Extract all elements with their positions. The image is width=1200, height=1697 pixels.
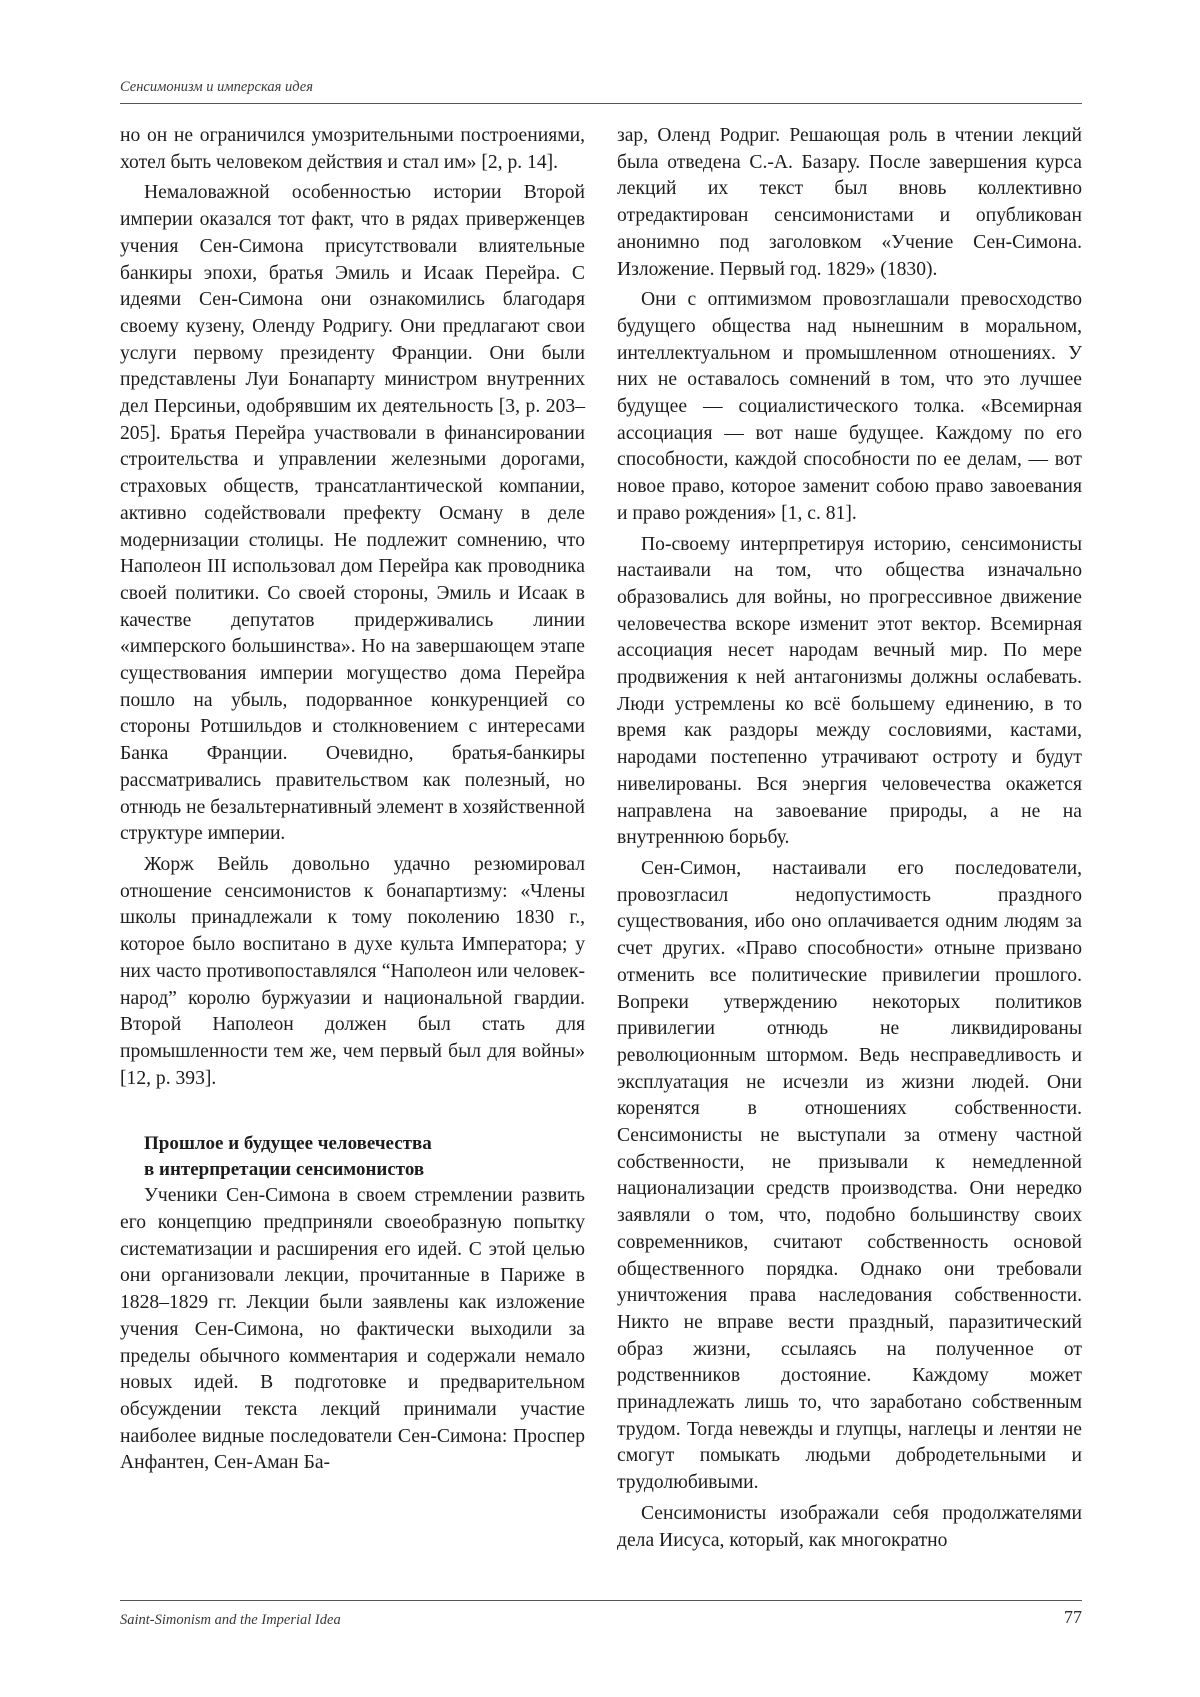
paragraph: Немаловажной особенностью истории Второй империи оказался тот факт, что в рядах приверженцев учения Сен-Симона присутствовали влиятельные банкиры эпохи, братья Эмиль и Исаак Перейра. С идеями Сен-Симона они ознакомились благодаря своему кузену, Оленду Родригу. Они предлагают свои услуги первому президенту Франции. Они были представлены Луи Бонапарту министром внутренних дел Персиньи, одобрявшим их деятельность [3, p. 203–205]. Братья Перейра участвовали в финансировании строительства и управлении железными дорогами, страховых обществ, трансатлантической компании, активно содействовали префекту Осману в деле модернизации столицы. Не подлежит сомнению, что Наполеон III использовал дом Перейра как проводника своей политики. Со своей стороны, Эмиль и Исаак в качестве депутатов придерживались линии «имперского большинства». Но на завершающем этапе существования империи могущество дома Перейра пошло на убыль, подорванное конкуренцией со стороны Ротшильдов и столкновением с интересами Банка Франции. Очевидно, братья-банкиры рассматривались правительством как полезный, но отнюдь не безальтернативный элемент в хозяйственной структуре империи. (120, 182, 585, 845)
running-footer-title: Saint-Simonism and the Imperial Idea (120, 1612, 341, 1628)
paragraph: зар, Оленд Родриг. Решающая роль в чтении лекций была отведена С.-А. Базару. После завершения курса лекций их текст был вновь коллективно отредактирован сенсимонистами и опубликован анонимно под заголовком «Учение Сен-Симона. Изложение. Первый год. 1829» (1830). (617, 125, 1082, 280)
paragraph: Сенсимонисты изображали себя продолжателями дела Иисуса, который, как многократно (617, 1502, 1082, 1551)
running-header-title: Сенсимонизм и имперская идея (120, 79, 313, 95)
header-rule (120, 103, 1082, 104)
footer-rule (120, 1600, 1082, 1601)
left-column (120, 123, 585, 1481)
page-number: 77 (1064, 1607, 1082, 1627)
right-column (617, 123, 1082, 1558)
paragraph: Они с оптимизмом провозглашали превосходство будущего общества над нынешним в моральном, интеллектуальном и промышленном отношениях. У них не оставалось сомнений в том, что это лучшее будущее — социалистического толка. «Всемирная ассоциация — вот наше будущее. Каждому по его способности, каждой способности по ее делам, — вот новое право, которое заменит собою право завоевания и право рождения» [1, с. 81]. (617, 289, 1082, 524)
paragraph: Жорж Вейль довольно удачно резюмировал отношение сенсимонистов к бонапартизму: «Члены школы принадлежали к тому поколению 1830 г., которое было воспитано в духе культа Императора; у них часто противопоставлялся “Наполеон или человек-народ” королю буржуазии и национальной гвардии. Второй Наполеон должен был стать для промышленности тем же, чем первый был для войны» [12, p. 393]. (120, 853, 585, 1089)
section-heading (120, 1131, 585, 1183)
section-heading-line: в интерпретации сенсимонистов (144, 1159, 425, 1181)
section-heading-line: Прошлое и будущее человечества (144, 1133, 432, 1155)
paragraph: По-своему интерпретируя историю, сенсимонисты настаивали на том, что общества изначально образовались для войны, но прогрессивное движение человечества вскоре изменит этот вектор. Всемирная ассоциация несет народам вечный мир. По мере продвижения к ней антагонизмы должны ослабевать. Люди устремлены ко всё большему единению, в то время как раздоры между сословиями, кастами, народами постепенно утрачивают остроту и будут нивелированы. Вся энергия человечества окажется направлена на завоевание природы, а не на внутреннюю борьбу. (617, 533, 1082, 849)
paragraph: Ученики Сен-Симона в своем стремлении развить его концепцию предприняли своеобразную попытку систематизации и расширения его идей. С этой целью они организовали лекции, прочитанные в Париже в 1828–1829 гг. Лекции были заявлены как изложение учения Сен-Симона, но фактически выходили за пределы обычного комментария и содержали немало новых идей. В подготовке и предварительном обсуждении текста лекций принимали участие наиболее видные последователи Сен-Симона: Проспер Анфантен, Сен-Аман Ба- (120, 1185, 585, 1474)
paragraph: но он не ограничился умозрительными построениями, хотел быть человеком действия и стал им» [2, p. 14]. (120, 125, 585, 173)
paragraph: Сен-Симон, настаивали его последователи, провозгласил недопустимость праздного существования, ибо оно оплачивается одним людям за счет других. «Право способности» отныне призвано отменить все политические привилегии прошлого. Вопреки утверждению некоторых политиков привилегии отнюдь не ликвидированы революционным штормом. Ведь несправедливость и эксплуатация не исчезли из жизни людей. Они коренятся в отношениях собственности. Сенсимонисты не выступали за отмену частной собственности, не призывали к немедленной национализации средств производства. Они нередко заявляли о том, что, подобно большинству своих современников, считают собственность основой общественного порядка. Однако они требовали уничтожения права наследования собственности. Никто не вправе вести праздный, паразитический образ жизни, ссылаясь на полученное от родственников достояние. Каждому может принадлежать лишь то, что заработано собственным трудом. Тогда невежды и глупцы, наглецы и лентяи не смогут помыкать людьми добродетельными и трудолюбивыми. (617, 857, 1082, 1494)
